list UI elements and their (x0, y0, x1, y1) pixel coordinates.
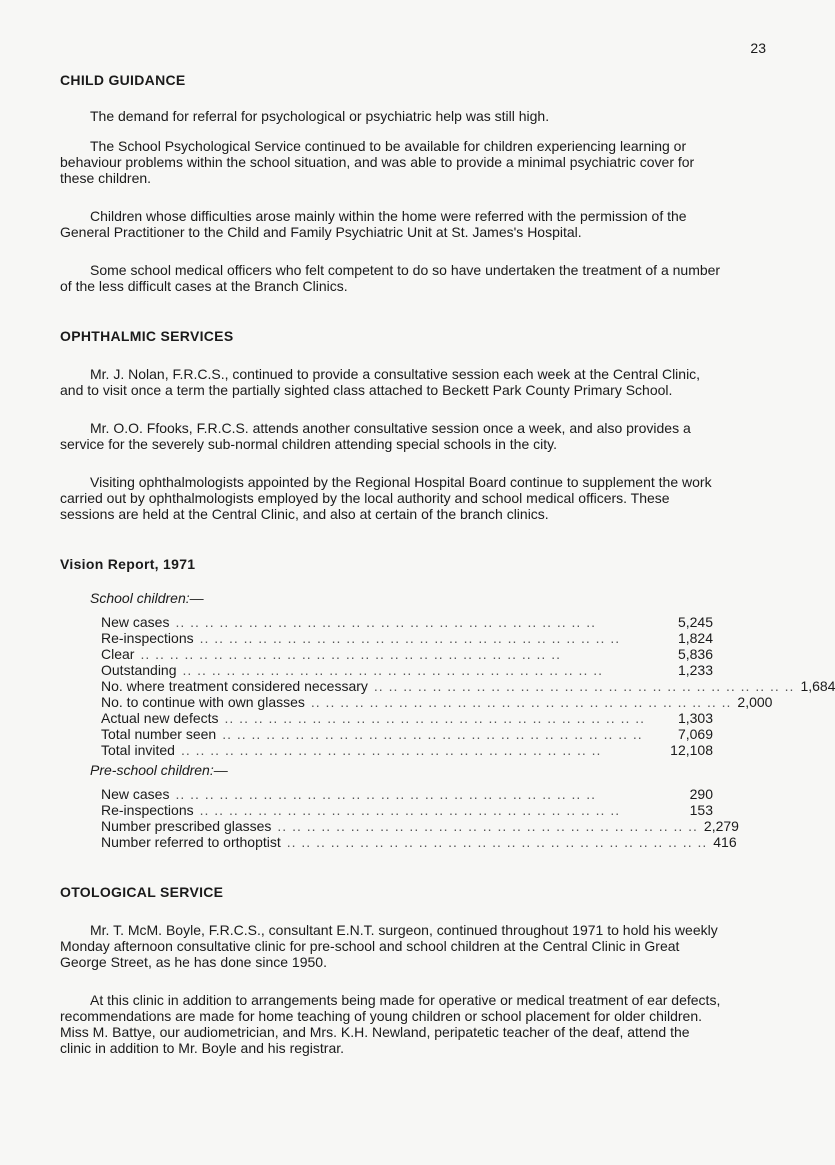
row-label: New cases (101, 614, 170, 630)
row-value: 153 (689, 802, 713, 818)
child-guidance-paragraph: Children whose difficulties arose mainly within the home were referred with the permission of the General Practitioner to the Child and Family Psychiatric Unit at St. James's Hospital. (60, 208, 687, 240)
preschool-children-label: Pre-school children:— (90, 762, 228, 778)
table-row: Actual new defects .. .. .. .. .. .. .. .. .. .. .. .. .. .. .. .. .. .. .. .. .. .. .. .. .. .. .. .. .. 1,303 (101, 710, 713, 726)
table-row: New cases .. .. .. .. .. .. .. .. .. .. .. .. .. .. .. .. .. .. .. .. .. .. .. .. .. .. .. .. .. 290 (101, 786, 713, 802)
row-label: Actual new defects (101, 710, 219, 726)
row-label: No. where treatment considered necessary (101, 678, 368, 694)
row-label: Number referred to orthoptist (101, 834, 281, 850)
row-label: Total invited (101, 742, 175, 758)
row-label: No. to continue with own glasses (101, 694, 305, 710)
row-value: 1,824 (677, 630, 713, 646)
row-label: Outstanding (101, 662, 177, 678)
row-label: Clear (101, 646, 135, 662)
ophthalmic-paragraph: Visiting ophthalmologists appointed by the Regional Hospital Board continue to supplement the work carried out by ophthalmologists employed by the local authority and school medical officers. These sessions are held at the Central Clinic, and also at certain of the branch clinics. (60, 474, 712, 522)
table-row: Total number seen .. .. .. .. .. .. .. .. .. .. .. .. .. .. .. .. .. .. .. .. .. .. .. .. .. .. .. .. .. 7,069 (101, 726, 713, 742)
row-value: 7,069 (677, 726, 713, 742)
table-row: Re-inspections .. .. .. .. .. .. .. .. .. .. .. .. .. .. .. .. .. .. .. .. .. .. .. .. .. .. .. .. .. 1,824 (101, 630, 713, 646)
row-value: 1,233 (677, 662, 713, 678)
table-row: No. to continue with own glasses .. .. .. .. .. .. .. .. .. .. .. .. .. .. .. .. .. .. .. .. .. .. .. .. .. .. .. .. .. 2,000 (101, 694, 773, 710)
row-value: 290 (689, 786, 713, 802)
row-value: 1,303 (677, 710, 713, 726)
table-row: Outstanding .. .. .. .. .. .. .. .. .. .. .. .. .. .. .. .. .. .. .. .. .. .. .. .. .. .. .. .. .. 1,233 (101, 662, 713, 678)
row-label: Total number seen (101, 726, 217, 742)
row-label: New cases (101, 786, 170, 802)
otological-paragraph: At this clinic in addition to arrangements being made for operative or medical treatment of ear defects, recommendations are made for home teaching of young children or school placement for older children. Miss M. Battye, our audiometrician, and Mrs. K.H. Newland, peripatetic teacher of the deaf, attend the clinic in addition to Mr. Boyle and his registrar. (60, 992, 721, 1056)
table-row: Clear .. .. .. .. .. .. .. .. .. .. .. .. .. .. .. .. .. .. .. .. .. .. .. .. .. .. .. .. .. 5,836 (101, 646, 713, 662)
row-value: 1,684 (800, 678, 835, 694)
school-children-label: School children:— (90, 590, 204, 606)
school-children-table (101, 614, 835, 758)
row-value: 5,245 (677, 614, 713, 630)
child-guidance-paragraph: Some school medical officers who felt competent to do so have undertaken the treatment of a number of the less difficult cases at the Branch Clinics. (60, 262, 721, 294)
table-row: Number referred to orthoptist .. .. .. .. .. .. .. .. .. .. .. .. .. .. .. .. .. .. .. .. .. .. .. .. .. .. .. .. .. 416 (101, 834, 737, 850)
child-guidance-paragraph: The demand for referral for psychological or psychiatric help was still high. (90, 108, 550, 124)
row-label: Re-inspections (101, 630, 194, 646)
otological-heading: OTOLOGICAL SERVICE (60, 884, 224, 900)
table-row: No. where treatment considered necessary .. .. .. .. .. .. .. .. .. .. .. .. .. .. .. .. .. .. .. .. .. .. .. .. .. .. .. .. .. 1,684 (101, 678, 835, 694)
table-row: Number prescribed glasses .. .. .. .. .. .. .. .. .. .. .. .. .. .. .. .. .. .. .. .. .. .. .. .. .. .. .. .. .. 2,279 (101, 818, 739, 834)
page-number: 23 (750, 40, 766, 56)
table-row: Re-inspections .. .. .. .. .. .. .. .. .. .. .. .. .. .. .. .. .. .. .. .. .. .. .. .. .. .. .. .. .. 153 (101, 802, 713, 818)
vision-report-heading: Vision Report, 1971 (60, 556, 196, 572)
row-value: 5,836 (677, 646, 713, 662)
table-row: Total invited .. .. .. .. .. .. .. .. .. .. .. .. .. .. .. .. .. .. .. .. .. .. .. .. .. .. .. .. .. 12,108 (101, 742, 713, 758)
page-content (60, 72, 835, 1056)
child-guidance-heading: CHILD GUIDANCE (60, 72, 186, 88)
row-label: Number prescribed glasses (101, 818, 272, 834)
ophthalmic-heading: OPHTHALMIC SERVICES (60, 328, 234, 344)
preschool-children-table (101, 786, 739, 850)
row-value: 12,108 (670, 742, 713, 758)
row-value: 2,000 (737, 694, 773, 710)
otological-paragraph: Mr. T. McM. Boyle, F.R.C.S., consultant E.N.T. surgeon, continued throughout 1971 to hold his weekly Monday afternoon consultative clinic for pre-school and school children at the Central Clinic in Great George Street, as he has done since 1950. (60, 922, 718, 970)
ophthalmic-paragraph: Mr. J. Nolan, F.R.C.S., continued to provide a consultative session each week at the Central Clinic, and to visit once a term the partially sighted class attached to Beckett Park County Primary School. (60, 366, 701, 398)
ophthalmic-paragraph: Mr. O.O. Ffooks, F.R.C.S. attends another consultative session once a week, and also provides a service for the severely sub-normal children attending special schools in the city. (60, 420, 691, 452)
row-value: 416 (713, 834, 737, 850)
row-label: Re-inspections (101, 802, 194, 818)
table-row: New cases .. .. .. .. .. .. .. .. .. .. .. .. .. .. .. .. .. .. .. .. .. .. .. .. .. .. .. .. .. 5,245 (101, 614, 713, 630)
row-value: 2,279 (703, 818, 739, 834)
child-guidance-paragraph: The School Psychological Service continued to be available for children experiencing learning or behaviour problems within the school situation, and was able to provide a minimal psychiatric cover for these children. (60, 138, 695, 186)
